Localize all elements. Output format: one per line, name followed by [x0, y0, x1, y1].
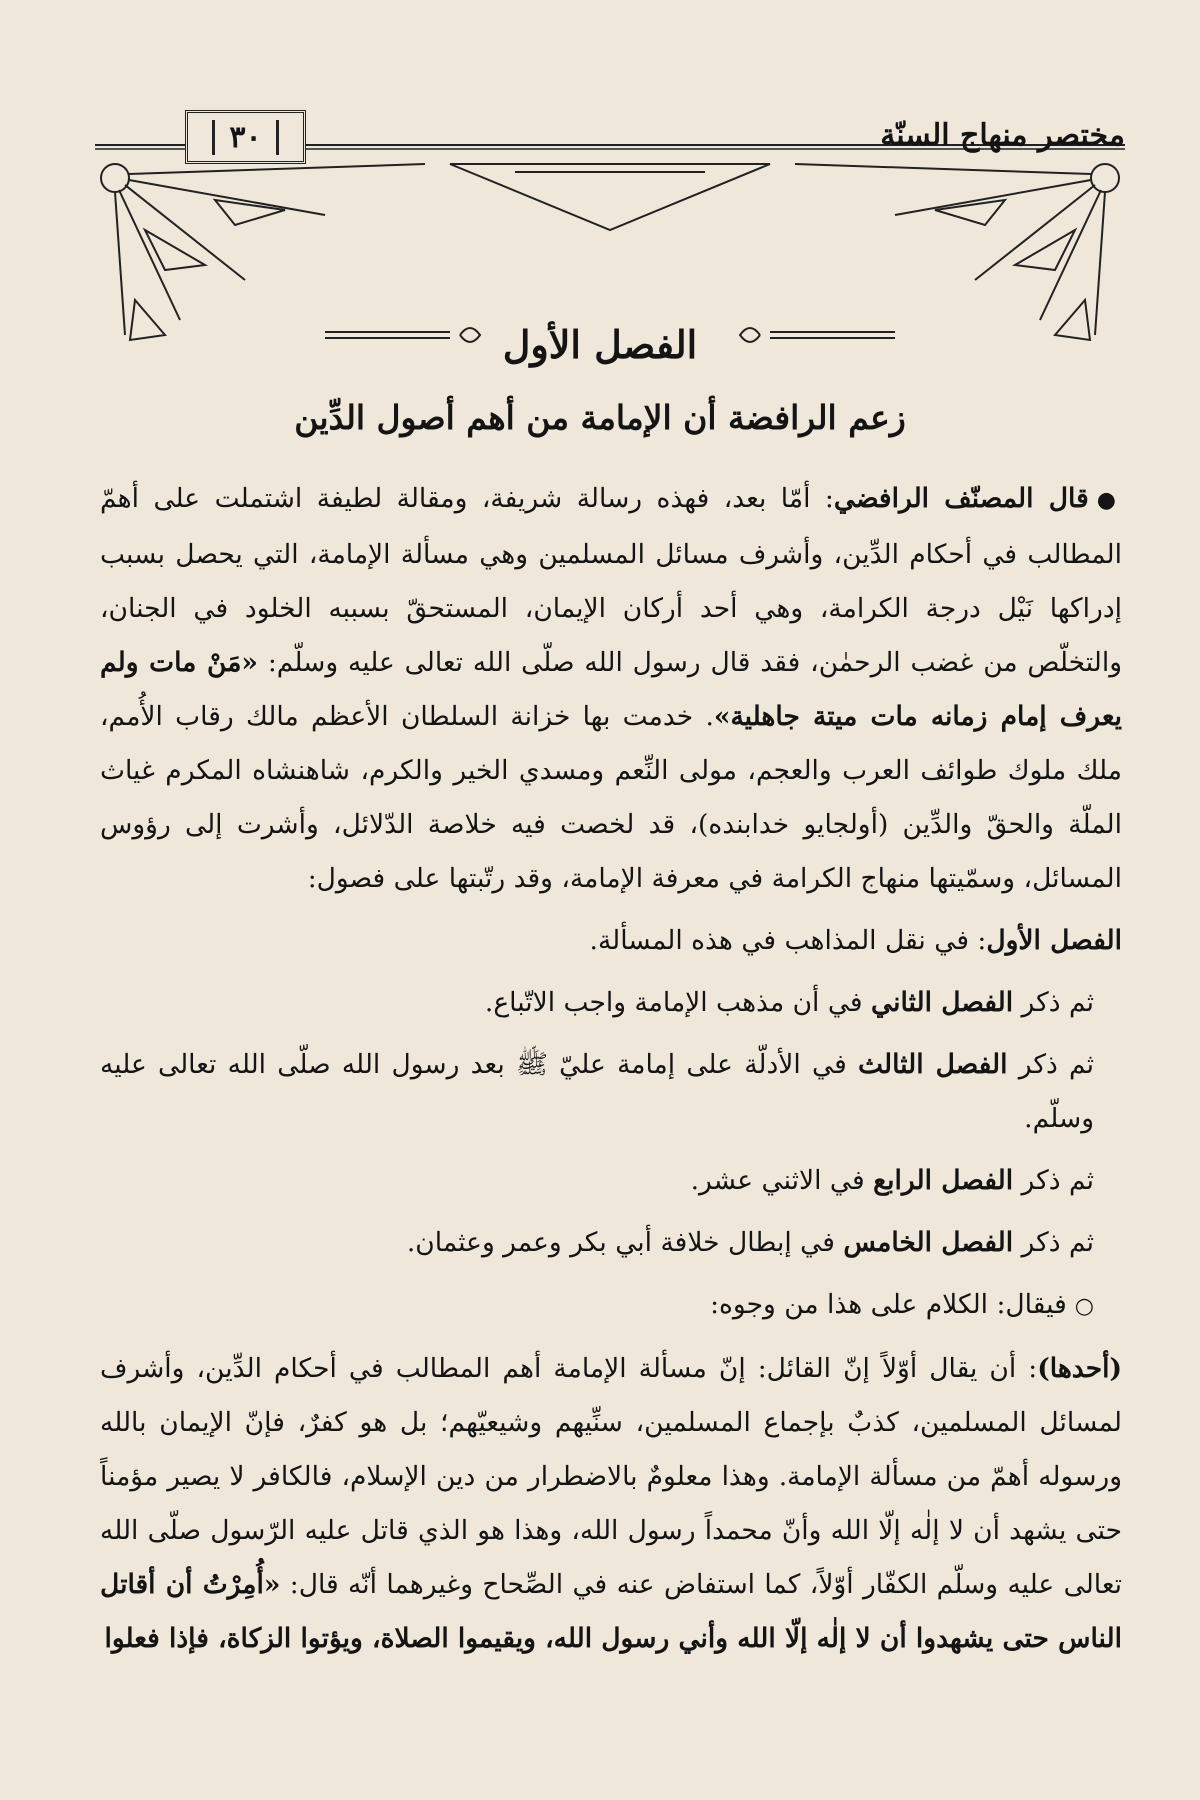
- response-label: (أحدها): [1037, 1353, 1122, 1384]
- bullet-icon: ●: [1096, 488, 1122, 513]
- list-item-chapter-5: [100, 1216, 1122, 1270]
- chapter-4-label: الفصل الرابع: [873, 1165, 1014, 1196]
- header-ornament: [95, 160, 1125, 420]
- list-item-chapter-1: [100, 914, 1122, 968]
- hadith-quote: «مَنْ مات ولم يعرف إمام زمانه مات ميتة جاهلية»: [100, 647, 1122, 732]
- response-text: : أن يقال أوّلاً إنّ القائل: إنّ مسألة الإمامة أهم المطالب في أحكام الدِّين، وأشرف لمسائل المسلمين، كذبٌ بإجماع المسلمين، سنِّيهم وشيعيّهم؛ بل هو كفرٌ، فإنّ الإيمان بالله ورسوله أهمّ من مسألة الإمامة. وهذا معلومٌ بالاضطرار من دين الإسلام، فالكافر لا يصير مؤمناً حتى يشهد أن لا إلٰه إلّا الله وأنّ محمداً رسول الله، وهذا هو الذي قاتل عليه الرّسول صلّى الله تعالى عليه وسلّم الكفّار أوّلاً، كما استفاض عنه في الصِّحاح وغيرهما أنّه قال:: [100, 1353, 1123, 1600]
- reply-text: فيقال: الكلام على هذا من وجوه:: [710, 1289, 1067, 1320]
- chapter-1-text: : في نقل المذاهب في هذه المسألة.: [589, 925, 987, 956]
- chapter-4-text: في الاثني عشر.: [690, 1165, 874, 1196]
- claim-label: قال المصنّف الرافضي: [833, 483, 1089, 514]
- chapter-2-text: في أن مذهب الإمامة واجب الاتّباع.: [484, 987, 871, 1018]
- page-body: [100, 472, 1122, 1674]
- page-number-frame: [185, 110, 306, 164]
- circle-marker-icon: ○: [1074, 1294, 1094, 1319]
- chapter-3-text: في الأدلّة على إمامة عليّ ﷺ بعد رسول الله صلّى الله تعالى عليه وسلّم.: [100, 1049, 1094, 1134]
- list-item-chapter-4: [100, 1154, 1122, 1208]
- page-header: [95, 100, 1125, 160]
- chapter-1-label: الفصل الأول: [986, 925, 1122, 956]
- chapter-4-prefix: ثم ذكر: [1013, 1165, 1094, 1196]
- claim-text: : أمّا بعد، فهذه رسالة شريفة، ومقالة لطيفة اشتملت على أهمّ المطالب في أحكام الدِّين، وأشرف مسائل المسلمين وهي مسألة الإمامة، التي يحصل بسبب إدراكها نَيْل درجة الكرامة، وهي أحد أركان الإيمان، المستحقّ بسببه الخلود في الجنان، والتخلّص من غضب الرحمٰن، فقد قال رسول الله صلّى الله تعالى عليه وسلّم:: [100, 483, 1122, 678]
- chapter-2-label: الفصل الثاني: [871, 987, 1014, 1018]
- paragraph-first-response: [100, 1342, 1122, 1666]
- section-title: زعم الرافضة أن الإمامة من أهم أصول الدِّين: [294, 398, 906, 437]
- claim-text-continued: . خدمت بها خزانة السلطان الأعظم مالك رقاب الأُمم، ملك ملوك طوائف العرب والعجم، مولى النِّعم ومسدي الخير والكرم، شاهنشاه المكرم غياث الملّة والحقّ والدِّين (أولجايو خدابنده)، قد لخصت فيه خلاصة الدّلائل، وأشرت إلى رؤوس المسائل، وسمّيتها منهاج الكرامة في معرفة الإمامة، وقد رتّبتها على فصول:: [100, 701, 1122, 894]
- list-item-chapter-2: [100, 976, 1122, 1030]
- chapter-heading: الفصل الأول: [502, 322, 698, 367]
- paragraph-author-claim: [100, 472, 1122, 906]
- list-item-chapter-3: [100, 1038, 1122, 1146]
- chapter-5-label: الفصل الخامس: [843, 1227, 1014, 1258]
- response-hadith: «أُمِرْتُ أن أقاتل الناس حتى يشهدوا أن لا إلٰه إلّا الله وأني رسول الله، ويقيموا الصلاة، ويؤتوا الزكاة، فإذا فعلوا: [100, 1569, 1122, 1654]
- chapter-5-text: في إبطال خلافة أبي بكر وعمر وعثمان.: [406, 1227, 844, 1258]
- running-title: مختصر منهاج السنّة: [880, 118, 1125, 153]
- chapter-3-prefix: ثم ذكر: [1007, 1049, 1094, 1080]
- chapter-5-prefix: ثم ذكر: [1013, 1227, 1094, 1258]
- reply-intro: [100, 1278, 1122, 1334]
- page-number: ٣٠: [212, 120, 278, 155]
- chapter-3-label: الفصل الثالث: [857, 1049, 1008, 1080]
- chapter-2-prefix: ثم ذكر: [1013, 987, 1094, 1018]
